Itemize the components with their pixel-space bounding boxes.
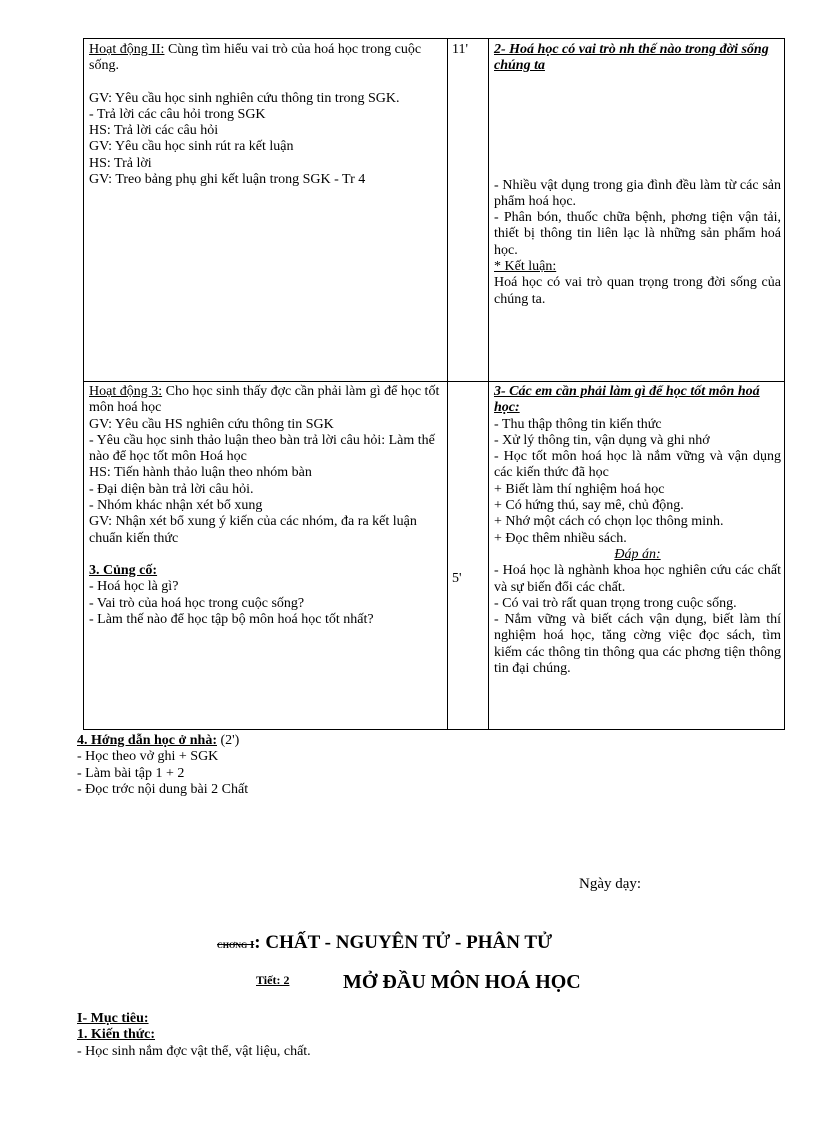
row1-left-cell [89,42,441,188]
conclusion-label: * Kết luận: [494,259,557,275]
activity-3-label: Hoạt động 3: [89,384,163,399]
chapter-title: : CHẤT - NGUYÊN TỬ - PHÂN TỬ [254,932,553,953]
row2-right-cell [494,384,781,677]
column-divider-2 [488,39,489,729]
row1-time: 11' [452,42,469,57]
row1-left-line: GV: Yêu cầu học sinh nghiên cứu thông tin trong SGK. [89,90,400,106]
knowledge-line: - Học sinh nắm đợc vật thể, vật liệu, chất. [77,1043,311,1059]
row1-right-cell [494,42,781,308]
row-divider [84,381,784,382]
row1-left-line: HS: Trả lời các câu hỏi [89,123,219,139]
row2-right-line: + Có hứng thú, say mê, chủ động. [494,498,684,514]
row2-left-line: - Đại diện bàn trả lời câu hỏi. [89,481,254,497]
row2-time: 5' [452,571,462,586]
lesson-label: Tiết: 2 [256,973,290,987]
homework-section [77,733,477,798]
chapter-heading [217,932,552,954]
row2-right-line: - Thu thập thông tin kiến thức [494,416,662,432]
consolidation-line: - Hoá học là gì? [89,579,179,595]
answer-line: - Hoá học là nghành khoa học nghiên cứu các chất và sự biến đổi các chất. [494,563,781,595]
row2-left-line: GV: Nhận xét bổ xung ý kiến của các nhóm, đa ra kết luận chuẩn kiến thức [89,514,417,546]
row2-left-line: HS: Tiến hành thảo luận theo nhóm bàn [89,465,312,481]
consolidation-line: - Vai trò của hoá học trong cuộc sống? [89,595,305,611]
lesson-title: MỞ ĐẦU MÔN HOÁ HỌC [343,971,581,993]
row2-right-line: + Biết làm thí nghiệm hoá học [494,481,665,497]
objectives-heading: I- Mục tiêu: [77,1011,149,1026]
objectives-section [77,1011,577,1060]
homework-line: - Học theo vở ghi + SGK [77,749,219,765]
lesson-table [83,38,785,730]
activity-3-text: Cho học sinh thấy đợc cần phải làm gì để học tốt môn hoá học [89,384,440,416]
row2-right-line: - Xử lý thông tin, vận dụng và ghi nhớ [494,432,710,448]
activity-2-label: Hoạt động II: [89,42,165,57]
column-divider-1 [447,39,448,729]
row2-right-line: + Nhớ một cách có chọn lọc thông minh. [494,514,724,530]
row2-left-line: GV: Yêu cầu HS nghiên cứu thông tin SGK [89,416,334,432]
row1-right-line: - Nhiều vật dụng trong gia đình đều làm từ các sản phẩm hoá học. [494,177,781,209]
row2-left-cell [89,384,441,628]
homework-line: - Đọc trớc nội dung bài 2 Chất [77,781,249,797]
row1-left-line: HS: Trả lời [89,155,152,171]
chapter-label: chơng I [217,939,255,951]
row2-left-line: - Yêu cầu học sinh thảo luận theo bàn trả lời câu hỏi: Làm thế nào để học tốt môn Hoá học [89,432,435,465]
row2-right-line: + Đọc thêm nhiều sách. [494,530,627,546]
teaching-date: Ngày dạy: [579,876,642,892]
homework-line: - Làm bài tập 1 + 2 [77,765,185,781]
knowledge-heading: 1. Kiến thức: [77,1027,156,1043]
consolidation-heading: 3. Củng cố: [89,562,158,578]
answer-line: - Nắm vững và biết cách vận dụng, biết làm thí nghiệm hoá học, tăng cờng việc đọc sách, tìm kiếm các thông tin thông qua các phơng tiện thông tin đại chúng. [494,612,781,677]
row1-right-line: - Phân bón, thuốc chữa bệnh, phơng tiện vận tải, thiết bị thông tin liên lạc là những sản phẩm hoá học. [494,210,781,258]
homework-heading: 4. Hớng dẫn học ở nhà: [77,733,217,748]
row1-left-line: - Trả lời các câu hỏi trong SGK [89,106,266,122]
homework-time: (2') [217,733,240,748]
answer-line: - Có vai trò rất quan trọng trong cuộc sống. [494,595,737,611]
row2-right-line: - Học tốt môn hoá học là nắm vững và vận dụng các kiến thức đã học [494,449,781,481]
consolidation-line: - Làm thế nào để học tập bộ môn hoá học tốt nhất? [89,611,374,627]
row2-left-line: - Nhóm khác nhận xét bổ xung [89,498,263,514]
answer-label: Đáp án: [614,546,661,562]
row1-left-line: GV: Yêu cầu học sinh rút ra kết luận [89,139,294,155]
conclusion-text: Hoá học có vai trò quan trọng trong đời sống của chúng ta. [494,275,781,307]
role-heading: 2- Hoá học có vai trò nh thế nào trong đời sống chúng ta [494,42,769,74]
study-heading: 3- Các em cần phải làm gì để học tốt môn hoá học: [494,384,760,416]
row1-left-line: GV: Treo bảng phụ ghi kết luận trong SGK - Tr 4 [89,172,366,188]
activity-2-text: Cùng tìm hiểu vai trò của hoá học trong cuộc sống. [89,42,422,74]
